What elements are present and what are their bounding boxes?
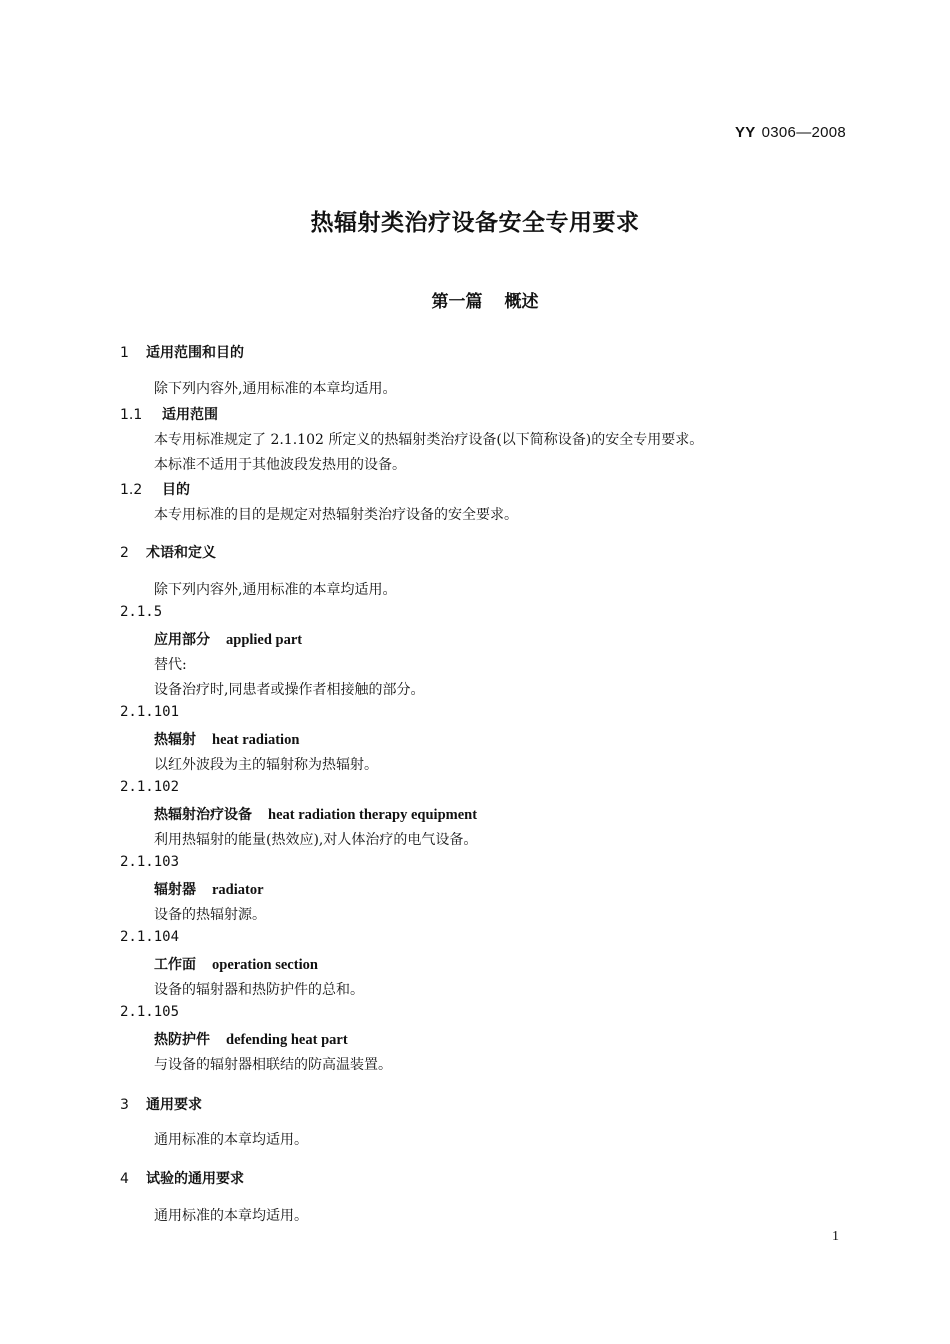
section-4-heading (120, 1168, 244, 1188)
term-zh: 工作面 (154, 957, 196, 973)
section-1-intro: 除下列内容外,通用标准的本章均适用。 (154, 381, 397, 397)
term-definition: 设备的辐射器和热防护件的总和。 (154, 982, 364, 998)
document-title: 热辐射类治疗设备安全专用要求 (310, 210, 640, 236)
term-heading (154, 629, 302, 649)
term-en: operation section (212, 957, 318, 973)
term-number: 2.1.103 (120, 854, 180, 870)
subsection-title: 适用范围 (162, 407, 218, 423)
term-number: 2.1.102 (120, 779, 180, 795)
section-2-heading (120, 542, 216, 562)
subsection-number: 1.1 (120, 407, 143, 423)
term-zh: 应用部分 (154, 632, 210, 648)
section-number: 1 (120, 345, 129, 361)
term-en: heat radiation therapy equipment (268, 807, 478, 823)
term-en: defending heat part (226, 1032, 348, 1048)
term-note: 替代: (154, 657, 187, 673)
standard-code (735, 124, 846, 141)
section-1-heading (120, 342, 244, 362)
term-heading (154, 879, 264, 899)
term-heading (154, 804, 477, 824)
term-heading (154, 729, 299, 749)
term-zh: 热辐射治疗设备 (154, 807, 252, 823)
section-title: 通用要求 (146, 1097, 202, 1113)
section-3-heading (120, 1094, 202, 1114)
term-number: 2.1.101 (120, 704, 180, 720)
subsection-1-1-heading (120, 404, 218, 424)
section-3-text: 通用标准的本章均适用。 (154, 1132, 308, 1148)
subsection-1-2-line1: 本专用标准的目的是规定对热辐射类治疗设备的安全要求。 (154, 507, 518, 523)
subsection-1-2-heading (120, 479, 190, 499)
section-4-text: 通用标准的本章均适用。 (154, 1208, 308, 1224)
term-zh: 热辐射 (154, 732, 196, 748)
page-number: 1 (832, 1229, 839, 1244)
term-en: radiator (212, 882, 264, 898)
term-zh: 辐射器 (154, 882, 196, 898)
section-number: 2 (120, 545, 129, 561)
standard-prefix: YY (735, 124, 756, 141)
section-title: 适用范围和目的 (146, 345, 244, 361)
section-number: 4 (120, 1171, 129, 1187)
term-en: heat radiation (212, 732, 300, 748)
term-zh: 热防护件 (154, 1032, 210, 1048)
term-definition: 与设备的辐射器相联结的防高温装置。 (154, 1057, 392, 1073)
subsection-1-1-line1: 本专用标准规定了 2.1.102 所定义的热辐射类治疗设备(以下简称设备)的安全专用要求。 (154, 432, 704, 448)
section-title: 试验的通用要求 (146, 1171, 244, 1187)
part-title (0, 287, 950, 312)
term-number: 2.1.105 (120, 1004, 180, 1020)
standard-number: 0306—2008 (761, 124, 847, 141)
section-title: 术语和定义 (146, 545, 216, 561)
term-number: 2.1.5 (120, 604, 163, 620)
term-heading (154, 954, 318, 974)
part-label: 第一篇 (431, 292, 483, 312)
subsection-title: 目的 (162, 482, 190, 498)
subsection-1-1-line2: 本标准不适用于其他波段发热用的设备。 (154, 457, 406, 473)
term-en: applied part (226, 632, 303, 648)
section-2-intro: 除下列内容外,通用标准的本章均适用。 (154, 582, 397, 598)
term-definition: 利用热辐射的能量(热效应),对人体治疗的电气设备。 (154, 832, 478, 848)
term-definition: 设备的热辐射源。 (154, 907, 266, 923)
term-definition: 设备治疗时,同患者或操作者相接触的部分。 (154, 682, 425, 698)
term-heading (154, 1029, 348, 1049)
term-number: 2.1.104 (120, 929, 180, 945)
term-definition: 以红外波段为主的辐射称为热辐射。 (154, 757, 378, 773)
subsection-number: 1.2 (120, 482, 143, 498)
section-number: 3 (120, 1097, 129, 1113)
part-name: 概述 (504, 292, 539, 312)
